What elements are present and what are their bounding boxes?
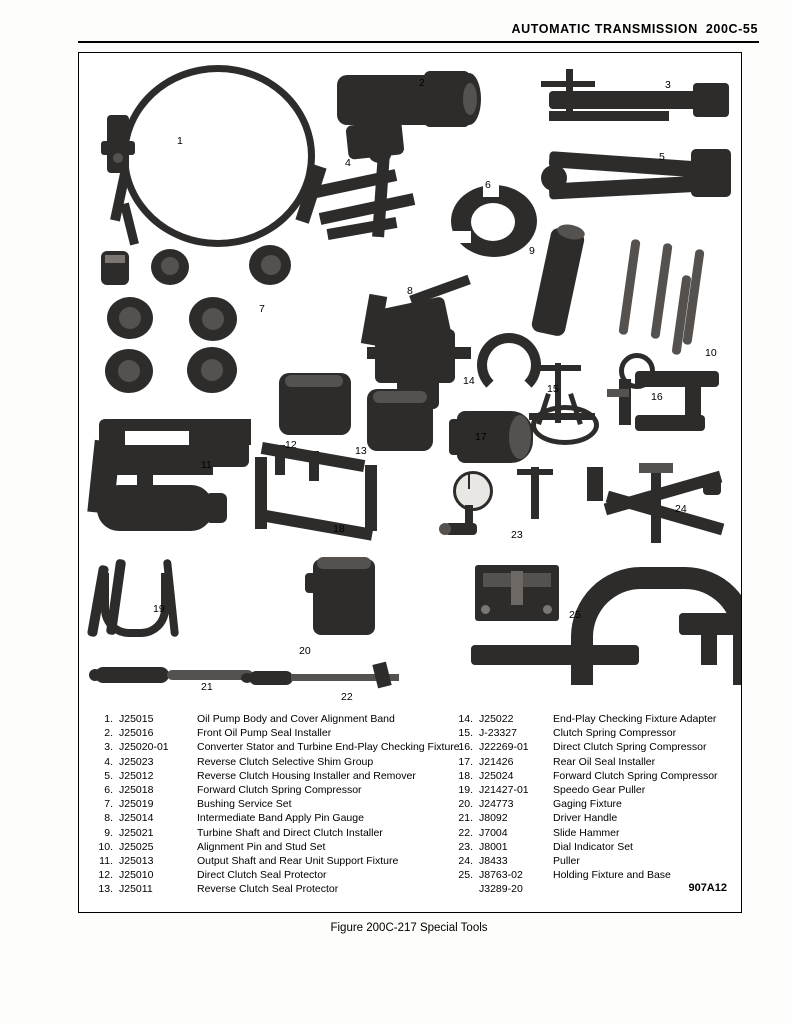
part-description: Clutch Spring Compressor xyxy=(553,727,677,740)
header-page-ref: 200C-55 xyxy=(705,22,758,36)
part-index: 16. xyxy=(458,741,473,754)
part-description: Reverse Clutch Seal Protector xyxy=(197,883,339,896)
part-index: 24. xyxy=(458,854,473,867)
part-description: Dial Indicator Set xyxy=(553,840,633,853)
part-description: Front Oil Pump Seal Installer xyxy=(197,727,332,740)
callout-17: 17 xyxy=(475,431,487,443)
part-description: Forward Clutch Spring Compressor xyxy=(553,769,718,782)
part-number: J25010 xyxy=(119,869,154,882)
parts-list-row xyxy=(447,756,741,770)
part-description: Converter Stator and Turbine End-Play Checking Fixture xyxy=(197,741,460,754)
part-number: J24773 xyxy=(479,798,514,811)
part-index: 1. xyxy=(104,713,113,725)
part-description: End-Play Checking Fixture Adapter xyxy=(553,713,717,725)
part-number: J25015 xyxy=(119,713,154,725)
part-index: 8. xyxy=(104,812,113,825)
callout-24: 24 xyxy=(675,503,687,515)
header-rule xyxy=(78,41,759,43)
parts-list-row xyxy=(447,741,741,755)
part-number: J25021 xyxy=(119,826,154,839)
part-index: 5. xyxy=(104,769,113,782)
parts-list-row xyxy=(447,798,741,812)
part-index: 11. xyxy=(99,854,113,867)
part-number: J25020-01 xyxy=(119,741,169,754)
callout-22: 22 xyxy=(341,691,353,703)
parts-list-row xyxy=(87,869,447,883)
figure-code: 907A12 xyxy=(688,882,727,894)
part-description: Direct Clutch Seal Protector xyxy=(197,869,327,882)
part-number: J8763-02 xyxy=(479,869,523,882)
parts-list-row xyxy=(447,855,741,869)
callout-20: 20 xyxy=(299,645,311,657)
part-description: Bushing Service Set xyxy=(197,798,292,811)
part-number: J21427-01 xyxy=(479,783,529,796)
parts-list-row xyxy=(447,812,741,826)
parts-list-row xyxy=(447,827,741,841)
parts-list-column-left xyxy=(87,713,460,897)
part-index: 13. xyxy=(98,883,113,896)
part-index: 20. xyxy=(458,798,473,811)
part-description: Intermediate Band Apply Pin Gauge xyxy=(197,812,364,825)
callout-5: 5 xyxy=(659,151,665,163)
parts-list-row xyxy=(87,756,447,770)
part-index: 23. xyxy=(458,840,473,853)
part-description: Slide Hammer xyxy=(553,826,620,839)
parts-list-row xyxy=(87,727,447,741)
parts-list-row xyxy=(87,798,447,812)
callout-6: 6 xyxy=(485,179,491,191)
parts-list-row xyxy=(447,727,741,741)
part-number: J8092 xyxy=(479,812,508,825)
part-number: J21426 xyxy=(479,755,514,768)
parts-list-row xyxy=(447,841,741,855)
part-description: Alignment Pin and Stud Set xyxy=(197,840,326,853)
part-index: 2. xyxy=(104,727,113,740)
part-number: J25019 xyxy=(119,798,154,811)
callout-10: 10 xyxy=(705,347,717,359)
parts-list-row xyxy=(87,812,447,826)
parts-list-row xyxy=(87,841,447,855)
callout-2: 2 xyxy=(419,77,425,89)
part-index: 14. xyxy=(458,713,473,725)
parts-list-row xyxy=(87,827,447,841)
parts-list-row xyxy=(447,770,741,784)
part-description: Direct Clutch Spring Compressor xyxy=(553,741,707,754)
part-index: 9. xyxy=(104,826,113,839)
part-index: 15. xyxy=(458,727,473,740)
callout-13: 13 xyxy=(355,445,367,457)
part-number: J25012 xyxy=(119,769,154,782)
part-number: J8001 xyxy=(479,840,508,853)
part-description: Turbine Shaft and Direct Clutch Installer xyxy=(197,826,383,839)
part-description: Reverse Clutch Housing Installer and Remover xyxy=(197,769,416,782)
callout-21: 21 xyxy=(201,681,213,693)
parts-list-row xyxy=(87,713,447,727)
part-description: Output Shaft and Rear Unit Support Fixture xyxy=(197,854,399,867)
part-index: 19. xyxy=(458,783,473,796)
part-number: J25024 xyxy=(479,769,514,782)
part-number: J25013 xyxy=(119,854,154,867)
parts-list-row xyxy=(447,713,741,727)
part-index: 21. xyxy=(458,812,473,825)
parts-list-row xyxy=(87,741,460,755)
parts-list-row xyxy=(87,883,447,897)
part-index: 3. xyxy=(104,741,113,754)
part-description: Holding Fixture and Base xyxy=(553,869,671,882)
parts-list-row xyxy=(87,770,447,784)
part-description: Oil Pump Body and Cover Alignment Band xyxy=(197,713,395,725)
figure-caption: Figure 200C-217 Special Tools xyxy=(330,922,488,934)
header-title: AUTOMATIC TRANSMISSION xyxy=(511,22,698,36)
part-description: Reverse Clutch Selective Shim Group xyxy=(197,755,374,768)
callout-18: 18 xyxy=(333,523,345,535)
callout-7: 7 xyxy=(259,303,265,315)
part-number: J22269-01 xyxy=(479,741,529,754)
part-index: 12. xyxy=(98,869,113,882)
page-header xyxy=(78,22,758,36)
parts-list-row xyxy=(447,784,741,798)
callout-11: 11 xyxy=(201,459,212,471)
callout-8: 8 xyxy=(407,285,413,297)
part-number: J25016 xyxy=(119,727,154,740)
figure-frame xyxy=(78,52,742,913)
part-number: J25025 xyxy=(119,840,154,853)
parts-list-column-right xyxy=(447,713,741,897)
callout-12: 12 xyxy=(285,439,297,451)
part-index: 25. xyxy=(458,869,473,882)
callout-25: 25 xyxy=(569,609,581,621)
part-number: J8433 xyxy=(479,854,508,867)
part-index: 7. xyxy=(104,798,113,811)
part-description: Gaging Fixture xyxy=(553,798,622,811)
callout-23: 23 xyxy=(511,529,523,541)
part-description: Driver Handle xyxy=(553,812,618,825)
parts-list xyxy=(79,713,741,908)
part-description: Speedo Gear Puller xyxy=(553,783,646,796)
part-number: J25014 xyxy=(119,812,154,825)
part-number: J25018 xyxy=(119,783,154,796)
part-index: 17. xyxy=(458,755,473,768)
callout-3: 3 xyxy=(665,79,671,91)
callout-9: 9 xyxy=(529,245,535,257)
part-description: Rear Oil Seal Installer xyxy=(553,755,656,768)
callout-4: 4 xyxy=(345,157,351,169)
callout-15: 15 xyxy=(547,383,559,395)
part-number: J25023 xyxy=(119,755,154,768)
part-index: 22. xyxy=(458,826,473,839)
part-number: J7004 xyxy=(479,826,508,839)
part-index: 4. xyxy=(104,755,113,768)
callout-1: 1 xyxy=(177,135,183,147)
parts-list-row xyxy=(87,855,447,869)
part-number: J25022 xyxy=(479,713,514,725)
part-description: Puller xyxy=(553,854,580,867)
callout-19: 19 xyxy=(153,603,165,615)
part-number: J3289-20 xyxy=(479,883,523,896)
part-number: J-23327 xyxy=(479,727,517,740)
callout-16: 16 xyxy=(651,391,663,403)
part-index: 18. xyxy=(458,769,473,782)
part-index: 10. xyxy=(98,840,113,853)
part-description: Forward Clutch Spring Compressor xyxy=(197,783,362,796)
part-index: 6. xyxy=(104,783,113,796)
part-number: J25011 xyxy=(119,883,153,896)
callout-14: 14 xyxy=(463,375,475,387)
special-tools-illustration xyxy=(79,53,741,708)
parts-list-row xyxy=(87,784,447,798)
